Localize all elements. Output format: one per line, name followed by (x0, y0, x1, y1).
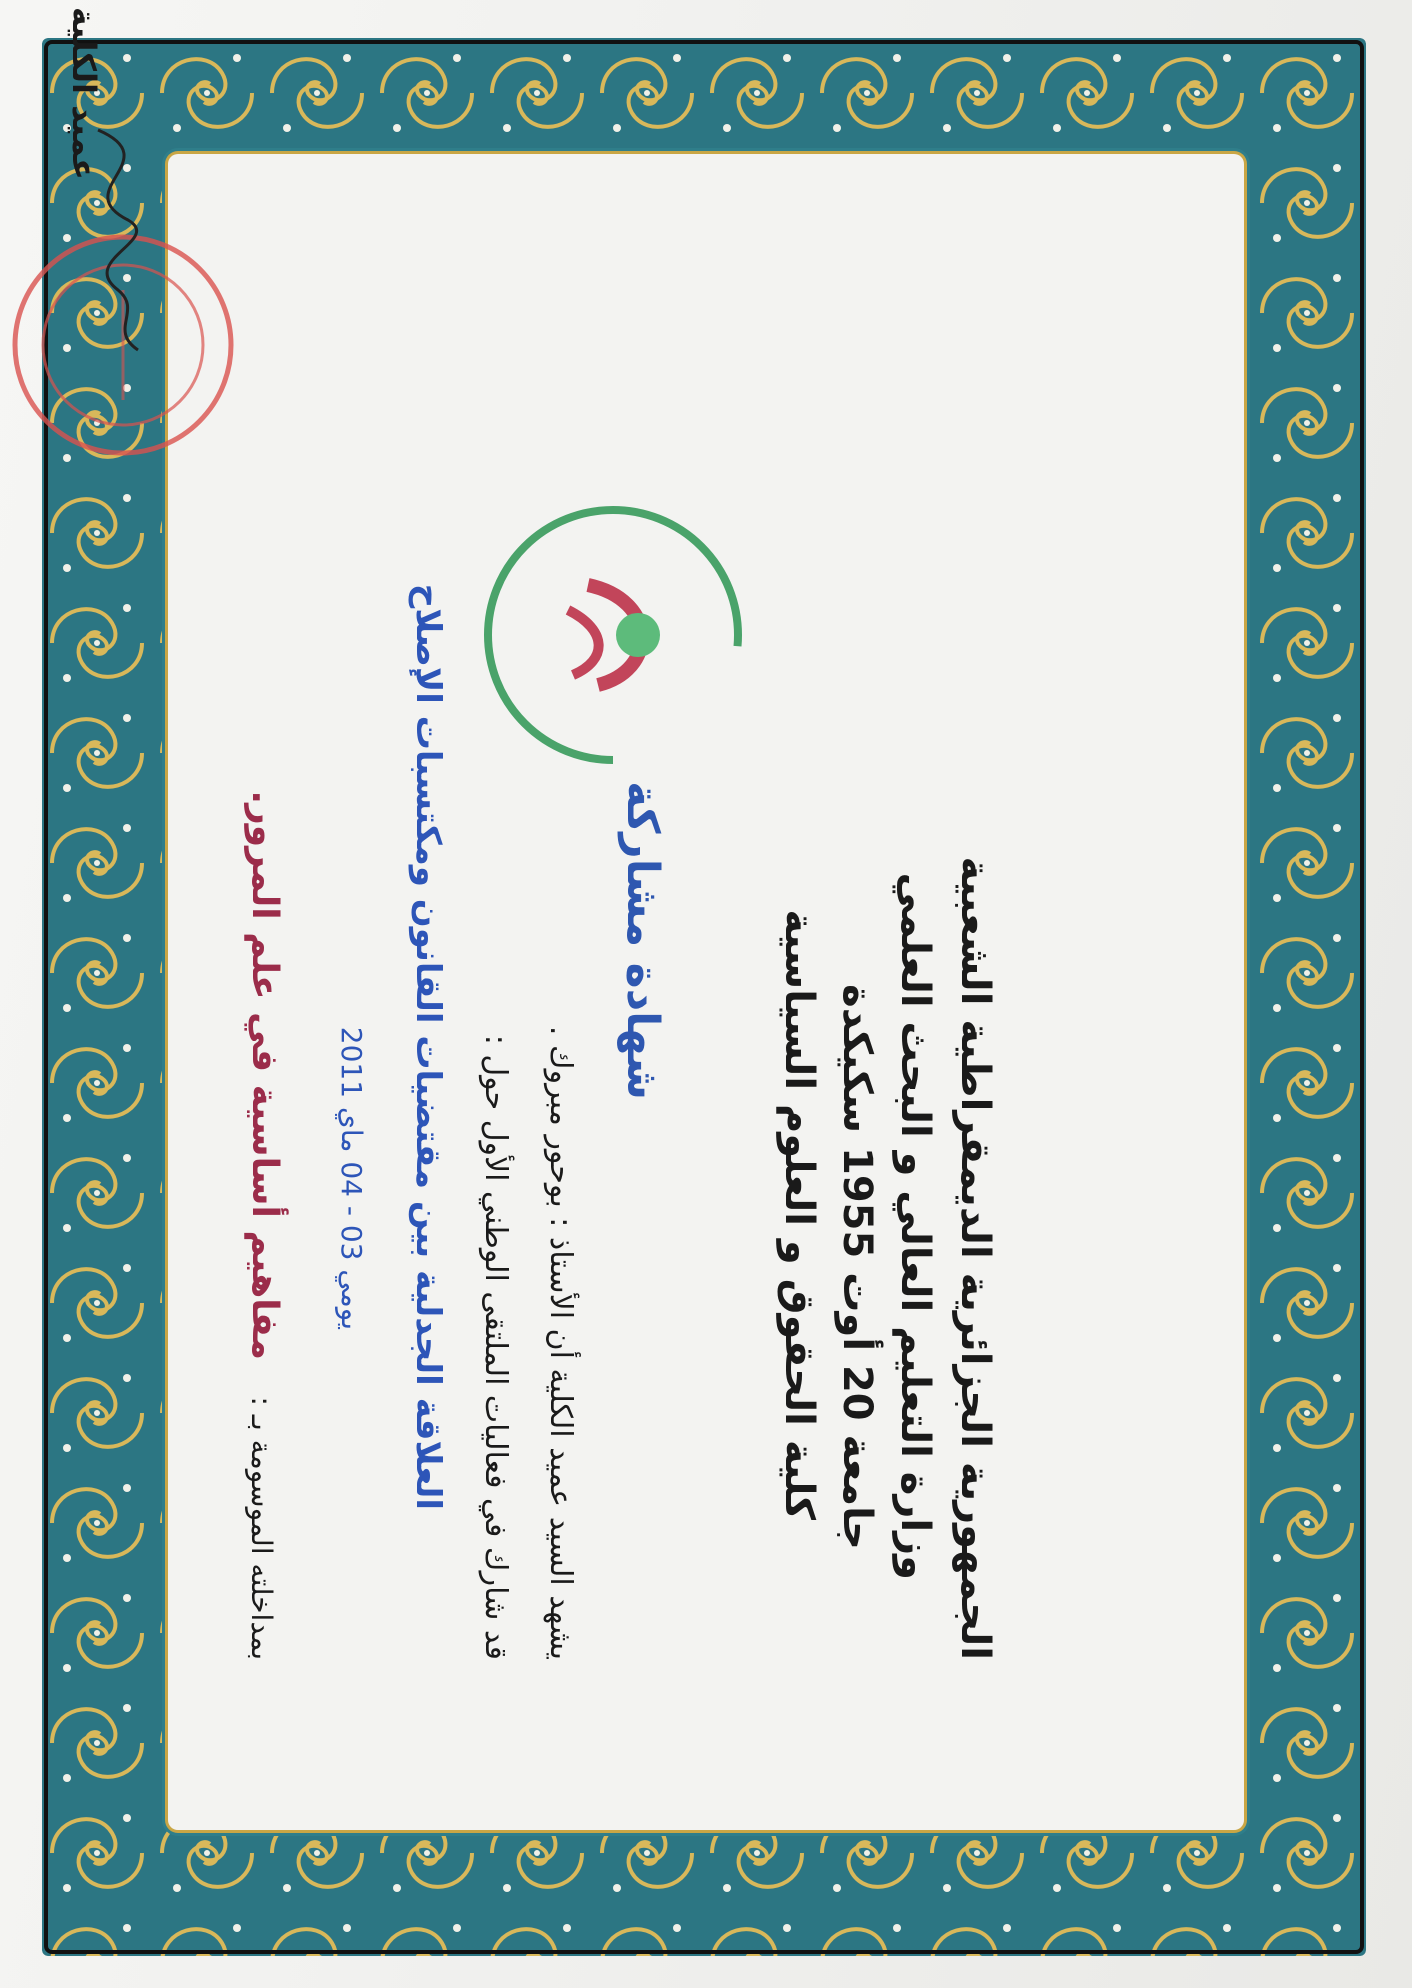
body-line-1: يشهد السيد عميد الكلية أن الأستاذ : بوحور مبروك . (543, 1025, 578, 1660)
header-line-4: كلية الحقوق و العلوم السياسية (776, 909, 822, 1520)
certificate-content (18, 6, 1058, 1660)
conference-topic: العلاقة الجدلية بين مقتضيات القانون ومكتسبات الإصلاح (408, 583, 448, 1510)
signatory-title: عميد الكلية (65, 6, 103, 180)
signature-icon (58, 120, 188, 360)
intervention-label: بمداخلته الموسومة بـ : (245, 1396, 278, 1660)
certificate-title: شهادة مشاركة (617, 781, 668, 1100)
header-line-1: الجمهورية الجزائرية الديمقراطية الشعبية (952, 856, 998, 1660)
intervention-title: مفاهيم أساسية في علم المرور. (244, 790, 285, 1360)
conference-date: يومي 03 - 04 ماي 2011 (335, 1026, 368, 1330)
body-line-2: قد شارك في فعاليات الملتقى الوطني الأول حول : (478, 1034, 513, 1660)
header-line-3: جامعة 20 أوت 1955 سكيكدة (834, 984, 880, 1550)
header-line-2: وزارة التعليم العالي و البحث العلمي (892, 872, 938, 1580)
